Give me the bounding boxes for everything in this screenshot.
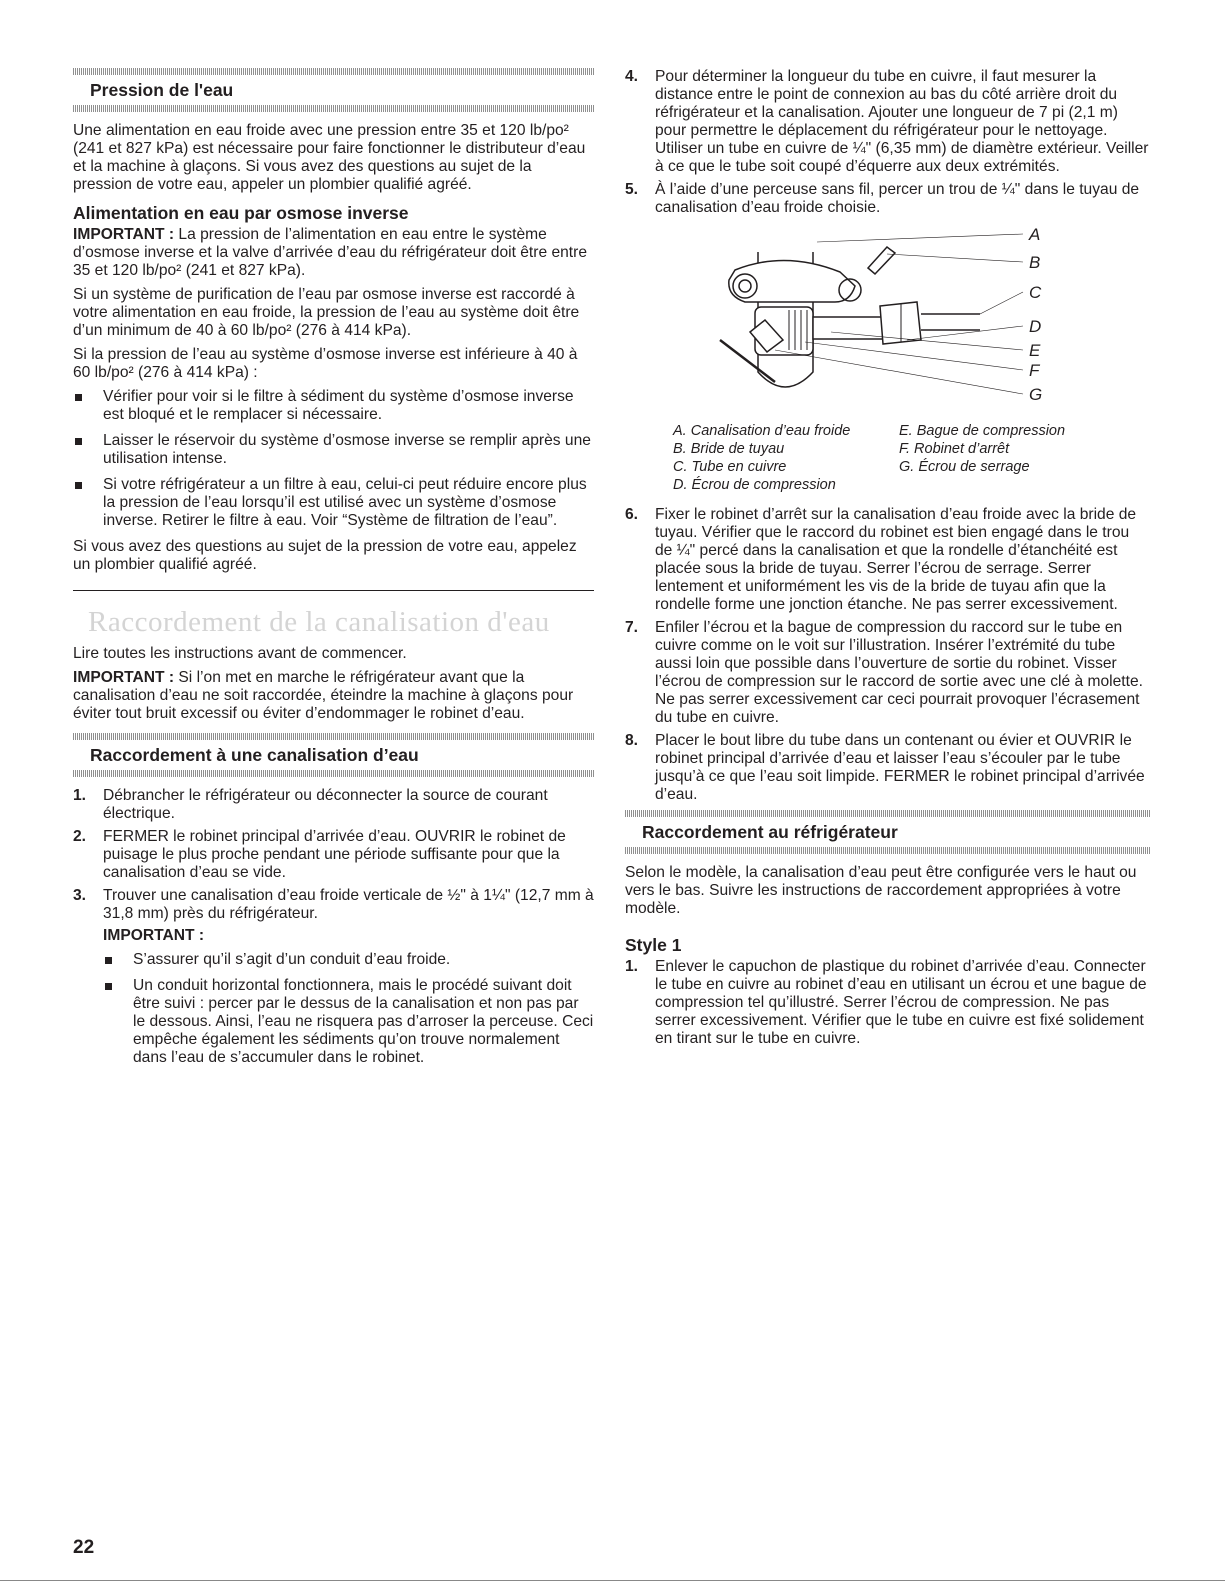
section-divider xyxy=(625,810,1150,817)
step-item xyxy=(73,828,594,882)
important-label: IMPORTANT : xyxy=(73,669,175,686)
step-item xyxy=(625,958,1150,1048)
canalisation-steps xyxy=(73,787,594,1067)
leader-line-a xyxy=(817,234,1023,242)
step-item xyxy=(625,181,1150,217)
step-text: Fixer le robinet d’arrêt sur la canalisation d’eau froide avec la bride de tuyau. Vérifier que le raccord du robinet est bien engagé dans le trou de ¼" percé dans la canalisation et que la rondelle d’étanchéité est placée sous la bride de tuyau. Serrer l’écrou de serrage. Serrer lentement et uniformément les vis de la bride de tuyau afin que la rondelle forme une jonction étanche. Ne pas serrer excessivement. xyxy=(655,506,1137,613)
section-title-refrigerateur: Raccordement au réfrigérateur xyxy=(642,822,898,842)
section-rule xyxy=(73,590,594,591)
step-number: 8. xyxy=(625,732,639,749)
step-text: Placer le bout libre du tube dans un contenant ou évier et OUVRIR le robinet principal d’arrivée d’eau et laisser l’eau s’écouler par le tube jusqu’à ce que l’eau soit limpide. FERMER le robinet principal d’arrivée d’eau. xyxy=(655,732,1145,803)
clamp-bolt xyxy=(868,247,895,274)
step-number: 5. xyxy=(625,181,639,198)
osmose-paragraph-4: Si vous avez des questions au sujet de la pression de votre eau, appelez un plombier qualifié agréé. xyxy=(73,538,577,573)
section-divider xyxy=(73,733,594,740)
step-text: Débrancher le réfrigérateur ou déconnecter la source de courant électrique. xyxy=(103,787,548,822)
leader-line-b xyxy=(887,254,1023,262)
raccordement-intro: Lire toutes les instructions avant de commencer. xyxy=(73,645,407,662)
step-number: 4. xyxy=(625,68,639,85)
leader-line-e xyxy=(831,332,1023,350)
raccordement-important-text: Si l’on met en marche le réfrigérateur avant que la canalisation d’eau ne soit raccordée, éteindre la machine à glaçons pour éviter tout bruit excessif ou éviter d’endommager le robinet d’eau. xyxy=(73,669,574,722)
steps-6-8 xyxy=(625,506,1150,804)
shutoff-valve-illustration xyxy=(625,222,1125,422)
step-text: Trouver une canalisation d’eau froide verticale de ½" à 1¼" (12,7 mm à 31,8 mm) près du réfrigérateur. xyxy=(103,887,594,922)
step-text: Pour déterminer la longueur du tube en cuivre, il faut mesurer la distance entre le point de connexion au bas du côté arrière droit du réfrigérateur et la canalisation. Ajouter une longueur de 7 pi (2,1 m) pour permettre le déplacement du réfrigérateur pour le nettoyage. Utiliser un tube en cuivre de ¼" (6,35 mm) de diamètre extérieur. Veiller à ce que le tube soit coupé d’équerre aux deux extrémités. xyxy=(655,68,1149,175)
step-number: 1. xyxy=(73,787,87,804)
list-item: S’assurer qu’il s’agit d’un conduit d’eau froide. xyxy=(103,951,594,969)
copper-tube xyxy=(921,314,980,330)
step-number: 6. xyxy=(625,506,639,523)
step-number: 1. xyxy=(625,958,639,975)
osmose-paragraph-3: Si la pression de l’eau au système d’osmose inverse est inférieure à 40 à 60 lb/po² (276 à 414 kPa) : xyxy=(73,346,578,381)
step-text: Enlever le capuchon de plastique du robinet d’arrivée d’eau. Connecter le tube en cuivre au robinet d’eau en utilisant un écrou et une bague de compression tel qu’illustré. Serrer l’écrou de compression. Ne pas serrer excessivement. Vérifier que le tube en cuivre est fixé solidement en tirant sur le tube en cuivre. xyxy=(655,958,1147,1047)
caption-item: A. Canalisation d’eau froide xyxy=(673,423,851,439)
list-item: Un conduit horizontal fonctionnera, mais le procédé suivant doit être suivi : percer par le dessus de la canalisation et non pas par le dessous. Ainsi, l’eau ne risquera pas d’arroser la perceuse. Ceci empêche également les sédiments qu’on trouve normalement dans l’eau de s’accumuler dans le robinet. xyxy=(103,977,594,1067)
step-item xyxy=(625,732,1150,804)
steps-4-5 xyxy=(625,68,1150,217)
section-title-style-1: Style 1 xyxy=(625,935,682,955)
step-item xyxy=(73,787,594,823)
page-number: 22 xyxy=(73,1537,95,1558)
step-number: 2. xyxy=(73,828,87,845)
step-text: À l’aide d’une perceuse sans fil, percer un trou de ¼" dans le tuyau de canalisation d’eau froide choisie. xyxy=(655,181,1140,216)
caption-item: G. Écrou de serrage xyxy=(899,459,1030,475)
right-column xyxy=(625,68,1150,1053)
caption-column-2 xyxy=(899,422,1119,494)
leader-line-c xyxy=(980,292,1023,314)
step-number: 3. xyxy=(73,887,87,904)
section-title-osmose: Alimentation en eau par osmose inverse xyxy=(73,203,409,223)
pression-paragraph: Une alimentation en eau froide avec une pression entre 35 et 120 lb/po² (241 et 827 kPa) est nécessaire pour faire fonctionner le distributeur d’eau et la machine à glaçons. Si vous avez des questions au sujet de la pression de votre eau, appeler un plombier qualifié agréé. xyxy=(73,122,586,193)
list-item: Vérifier pour voir si le filtre à sédiment du système d’osmose inverse est bloqué et le remplacer si nécessaire. xyxy=(73,388,594,424)
step-item xyxy=(625,506,1150,614)
important-bullet-list xyxy=(103,951,594,1067)
section-divider xyxy=(73,770,594,777)
section-title-canalisation: Raccordement à une canalisation d’eau xyxy=(90,745,419,765)
section-title-raccordement: Raccordement de la canalisation d'eau xyxy=(88,606,550,638)
important-label: IMPORTANT : xyxy=(103,927,205,944)
caption-item: D. Écrou de compression xyxy=(673,477,836,493)
section-divider xyxy=(625,847,1150,854)
osmose-important xyxy=(73,226,594,280)
leader-line-f xyxy=(805,342,1023,370)
left-column xyxy=(73,68,594,1075)
osmose-paragraph-2: Si un système de purification de l’eau par osmose inverse est raccordé à votre alimentation en eau froide, la pression de l’eau au système doit être d’un minimum de 40 à 60 lb/po² (276 à 414 kPa). xyxy=(73,286,580,339)
figure-caption xyxy=(673,422,1150,494)
figure-letter: G xyxy=(1029,385,1043,404)
caption-item: E. Bague de compression xyxy=(899,423,1066,439)
raccordement-important xyxy=(73,669,594,723)
figure-letter: E xyxy=(1029,341,1041,360)
caption-column-1 xyxy=(673,422,899,494)
figure-letter: A xyxy=(1029,225,1041,244)
osmose-bullet-list xyxy=(73,388,594,530)
refrigerateur-paragraph: Selon le modèle, la canalisation d’eau peut être configurée vers le haut ou vers le bas. Suivre les instructions de raccordement appropriées à votre modèle. xyxy=(625,864,1137,917)
step-important-block xyxy=(103,927,594,1067)
list-item: Si votre réfrigérateur a un filtre à eau, celui-ci peut réduire encore plus la pression de l’eau lorsqu’il est utilisé avec un système d’osmose inverse. Retirer le filtre à eau. Voir “Système de filtration de l’eau”. xyxy=(73,476,594,530)
step-number: 7. xyxy=(625,619,639,636)
step-text: FERMER le robinet principal d’arrivée d’eau. OUVRIR le robinet de puisage le plus proche pendant une période suffisante pour que la canalisation d’eau se vide. xyxy=(103,828,566,881)
step-item xyxy=(625,619,1150,727)
caption-item: B. Bride de tuyau xyxy=(673,441,785,457)
osmose-important-text: La pression de l’alimentation en eau entre le système d’osmose inverse et la valve d’arrivée d’eau du réfrigérateur doit être entre 35 et 120 lb/po² (241 et 827 kPa). xyxy=(73,226,587,279)
leader-line-d xyxy=(907,326,1023,340)
figure-letter: F xyxy=(1029,361,1040,380)
section-title-pression: Pression de l'eau xyxy=(90,80,234,100)
valve-diagram xyxy=(625,222,1125,422)
step-item xyxy=(625,68,1150,176)
figure-letter: D xyxy=(1029,317,1042,336)
caption-item: F. Robinet d’arrêt xyxy=(899,441,1010,457)
step-item xyxy=(73,887,594,1067)
step-text: Enfiler l’écrou et la bague de compression du raccord sur le tube en cuivre comme on le voit sur l’illustration. Insérer l’extrémité du tube aussi loin que possible dans l’ouverture de sortie du robinet. Visser l’écrou de compression sur le raccord de sortie avec une clé à molette. Ne pas serrer excessivement car ceci pourrait provoquer l’écrasement du tube en cuivre. xyxy=(655,619,1143,726)
important-label: IMPORTANT : xyxy=(73,226,175,243)
style-1-steps xyxy=(625,958,1150,1048)
list-item: Laisser le réservoir du système d’osmose inverse se remplir après une utilisation intense. xyxy=(73,432,594,468)
figure-letter: B xyxy=(1029,253,1041,272)
section-divider xyxy=(73,105,594,112)
figure-letter: C xyxy=(1029,283,1042,302)
page-bottom-rule xyxy=(0,1580,1225,1581)
section-divider xyxy=(73,68,594,75)
caption-item: C. Tube en cuivre xyxy=(673,459,787,475)
